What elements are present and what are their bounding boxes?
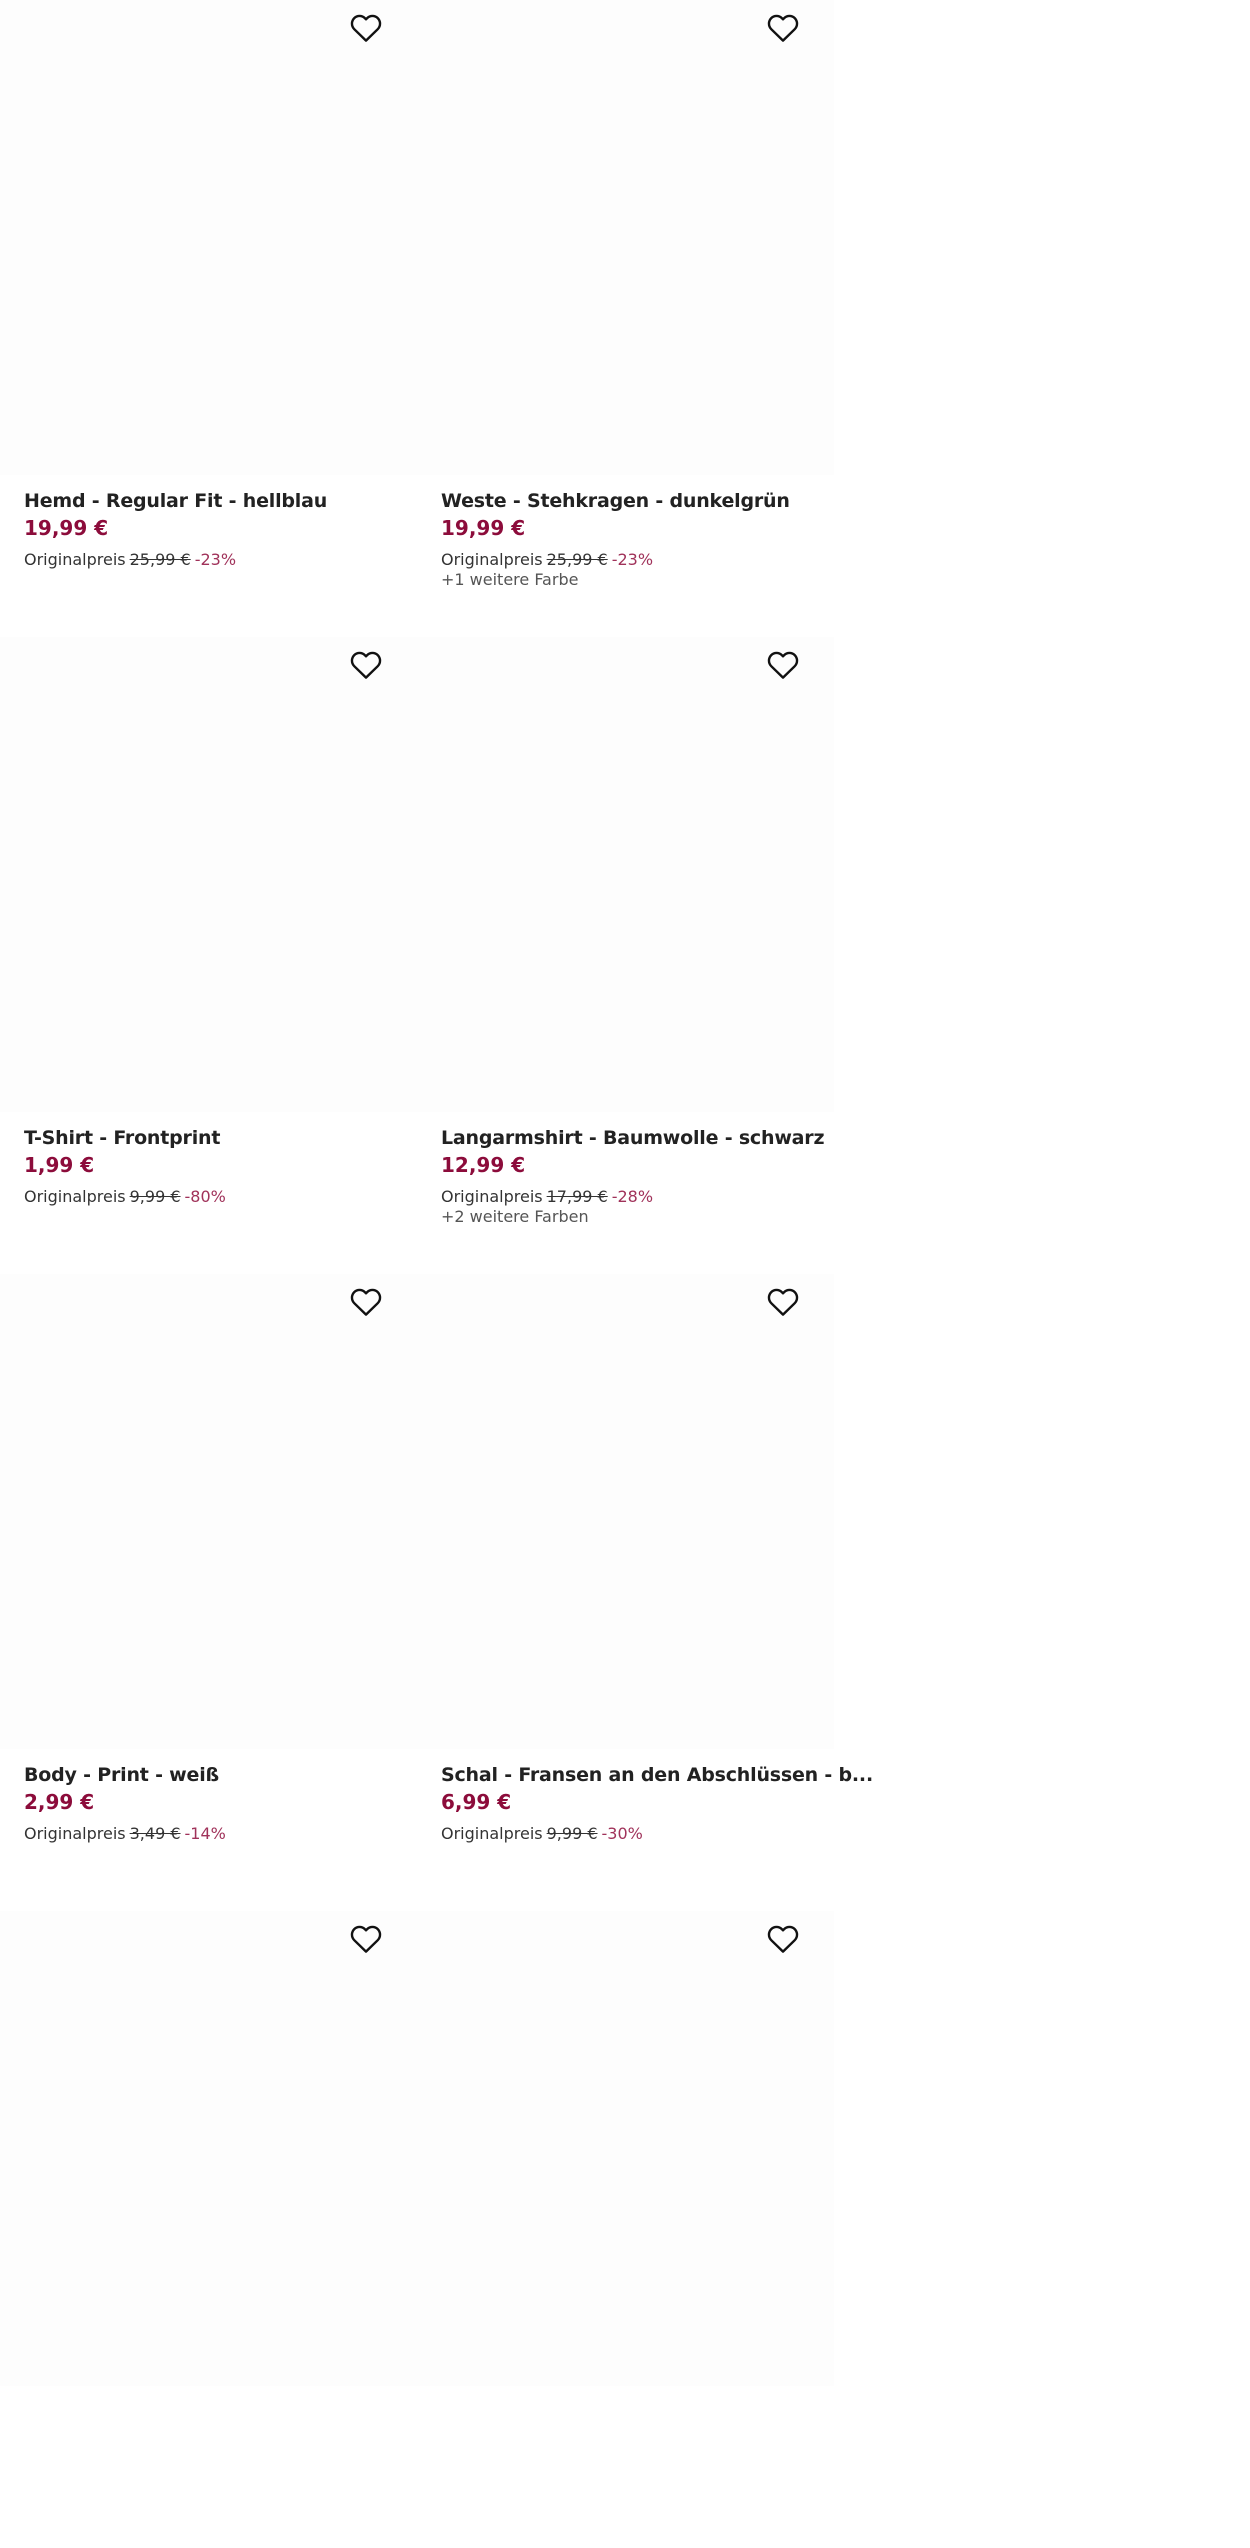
product-image[interactable]: [0, 1274, 417, 1749]
product-info: [24, 488, 404, 570]
product-image[interactable]: [0, 637, 417, 1112]
wishlist-button[interactable]: [346, 1919, 386, 1959]
product-card[interactable]: [417, 637, 834, 1274]
product-info: [24, 1125, 404, 1207]
product-title[interactable]: Body - Print - weiß: [24, 1764, 219, 1786]
wishlist-button[interactable]: [763, 1919, 803, 1959]
product-image[interactable]: [417, 1274, 834, 1749]
heart-icon: [767, 1287, 799, 1317]
product-image[interactable]: [417, 1911, 834, 2386]
product-card[interactable]: [0, 1274, 417, 1911]
original-price-label: Originalpreis: [24, 550, 126, 569]
original-price-label: Originalpreis: [441, 550, 543, 569]
product-title[interactable]: T-Shirt - Frontprint: [24, 1127, 221, 1149]
product-card[interactable]: [417, 0, 834, 637]
more-colors[interactable]: +1 weitere Farbe: [441, 570, 579, 589]
product-image[interactable]: [0, 0, 417, 475]
discount-badge: -23%: [194, 550, 237, 569]
original-price-line: [24, 1186, 404, 1207]
wishlist-button[interactable]: [346, 8, 386, 48]
wishlist-button[interactable]: [763, 1282, 803, 1322]
original-price-line: [441, 1186, 821, 1207]
original-price: 9,99 €: [129, 1187, 181, 1206]
heart-icon: [350, 650, 382, 680]
original-price-line: [24, 549, 404, 570]
product-price: 6,99 €: [441, 1790, 512, 1814]
product-title[interactable]: Hemd - Regular Fit - hellblau: [24, 490, 328, 512]
wishlist-button[interactable]: [346, 1282, 386, 1322]
original-price-line: [441, 1823, 821, 1844]
product-card[interactable]: [417, 1911, 834, 2548]
product-card[interactable]: [417, 1274, 873, 1911]
heart-icon: [350, 1287, 382, 1317]
product-card[interactable]: [0, 1911, 417, 2548]
product-title[interactable]: Schal - Fransen an den Abschlüssen - b...: [441, 1764, 873, 1786]
original-price-line: [24, 1823, 404, 1844]
heart-icon: [350, 13, 382, 43]
wishlist-button[interactable]: [763, 645, 803, 685]
original-price-label: Originalpreis: [24, 1824, 126, 1843]
wishlist-button[interactable]: [346, 645, 386, 685]
heart-icon: [767, 13, 799, 43]
product-image[interactable]: [0, 1911, 417, 2386]
product-info: [441, 1125, 825, 1227]
product-price: 2,99 €: [24, 1790, 95, 1814]
wishlist-button[interactable]: [763, 8, 803, 48]
product-title[interactable]: Langarmshirt - Baumwolle - schwarz: [441, 1127, 825, 1149]
original-price: 25,99 €: [129, 550, 191, 569]
more-colors[interactable]: +2 weitere Farben: [441, 1207, 589, 1226]
product-title[interactable]: Weste - Stehkragen - dunkelgrün: [441, 490, 790, 512]
discount-badge: -14%: [184, 1824, 226, 1843]
product-card[interactable]: [0, 637, 417, 1274]
discount-badge: -23%: [611, 550, 654, 569]
heart-icon: [767, 1924, 799, 1954]
product-price: 12,99 €: [441, 1153, 526, 1177]
product-info: [441, 1762, 873, 1844]
product-price: 1,99 €: [24, 1153, 95, 1177]
original-price-label: Originalpreis: [24, 1187, 126, 1206]
product-info: [441, 488, 821, 590]
original-price-line: [441, 549, 821, 570]
product-price: 19,99 €: [24, 516, 109, 540]
original-price: 3,49 €: [129, 1824, 181, 1843]
product-price: 19,99 €: [441, 516, 526, 540]
product-image[interactable]: [417, 0, 834, 475]
original-price: 25,99 €: [546, 550, 608, 569]
heart-icon: [767, 650, 799, 680]
product-image[interactable]: [417, 637, 834, 1112]
heart-icon: [350, 1924, 382, 1954]
original-price-label: Originalpreis: [441, 1187, 543, 1206]
original-price: 17,99 €: [546, 1187, 608, 1206]
product-info: [24, 1762, 404, 1844]
discount-badge: -28%: [611, 1187, 654, 1206]
discount-badge: -30%: [601, 1824, 643, 1843]
discount-badge: -80%: [184, 1187, 226, 1206]
original-price-label: Originalpreis: [441, 1824, 543, 1843]
product-card[interactable]: [0, 0, 417, 637]
original-price: 9,99 €: [546, 1824, 598, 1843]
